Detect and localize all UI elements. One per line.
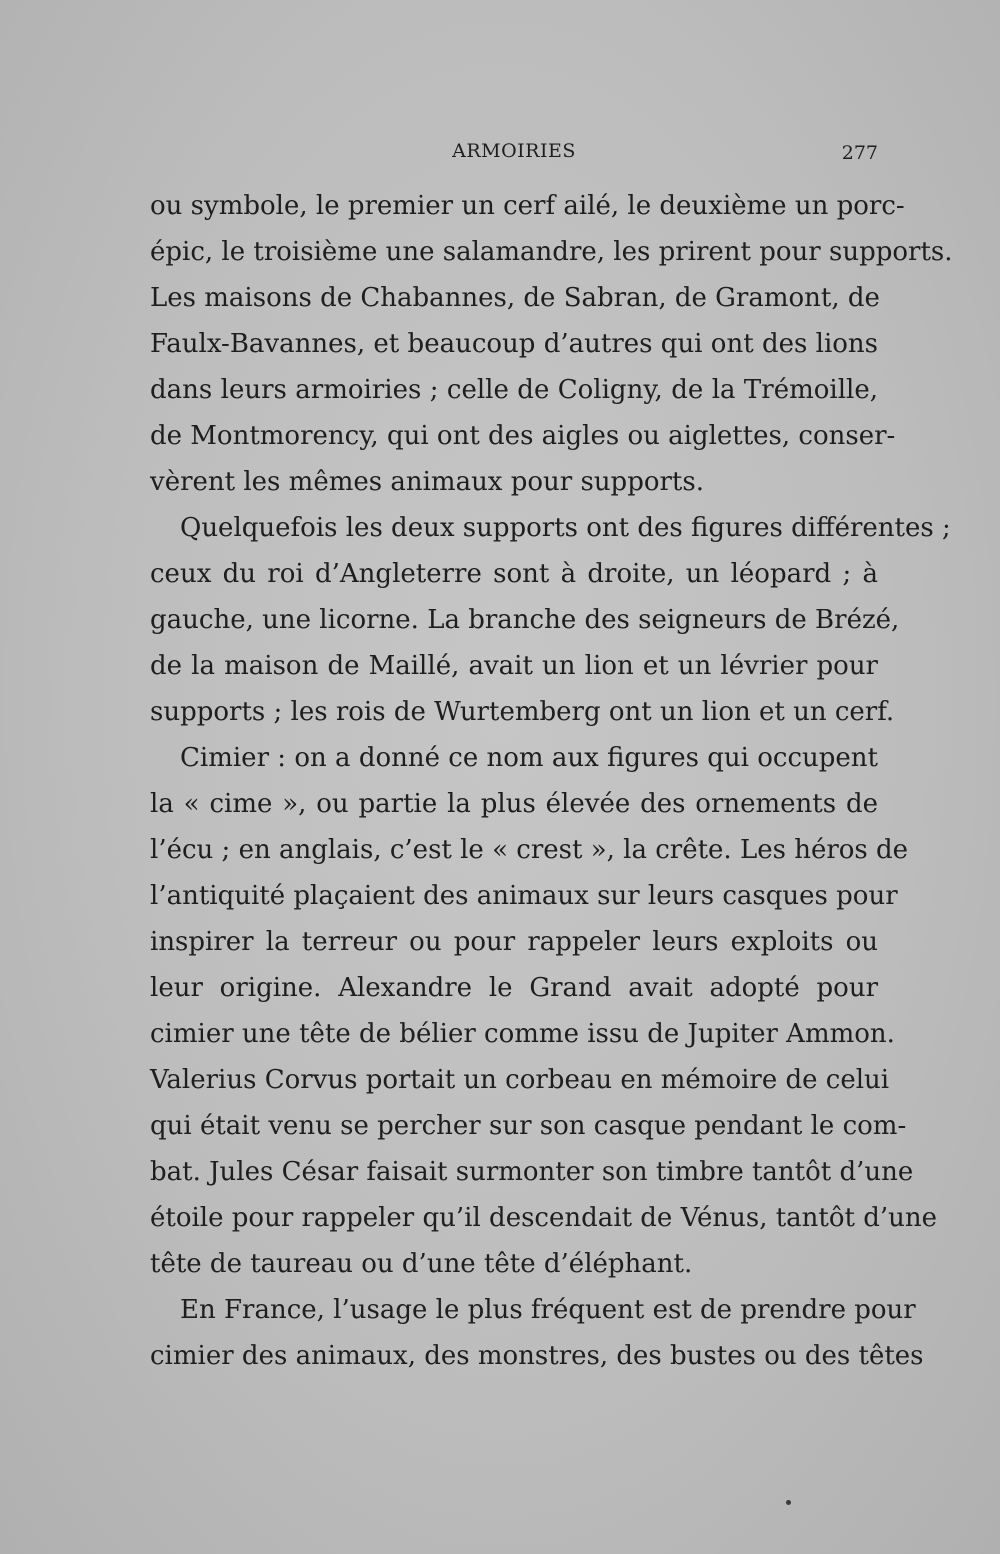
page-number: 277	[841, 142, 878, 164]
text-line: inspirer la terreur ou pour rappeler leurs exploits ou	[150, 927, 878, 957]
page-header-title: ARMOIRIES	[452, 140, 576, 162]
text-line: ceux du roi d’Angleterre sont à droite, un léopard ; à	[150, 559, 878, 589]
running-head	[150, 140, 878, 170]
body-text	[150, 183, 953, 1379]
text-line: épic, le troisième une salamandre, les prirent pour supports.	[150, 237, 953, 267]
ink-speck	[786, 1500, 791, 1505]
text-line: supports ; les rois de Wurtemberg ont un lion et un cerf.	[150, 697, 895, 727]
text-line: l’antiquité plaçaient des animaux sur leurs casques pour	[150, 881, 898, 911]
text-line: ou symbole, le premier un cerf ailé, le deuxième un porc-	[150, 191, 905, 221]
text-line: cimier une tête de bélier comme issu de Jupiter Ammon.	[150, 1019, 895, 1049]
text-line: Valerius Corvus portait un corbeau en mémoire de celui	[150, 1065, 890, 1095]
text-line: Les maisons de Chabannes, de Sabran, de Gramont, de	[150, 283, 880, 313]
text-line: bat. Jules César faisait surmonter son timbre tantôt d’une	[150, 1157, 914, 1187]
text-line: étoile pour rappeler qu’il descendait de Vénus, tantôt d’une	[150, 1203, 938, 1233]
text-line: la « cime », ou partie la plus élevée des ornements de	[150, 789, 878, 819]
text-line: Cimier : on a donné ce nom aux figures qui occupent	[180, 743, 878, 773]
text-line: de la maison de Maillé, avait un lion et un lévrier pour	[150, 651, 878, 681]
text-line: Faulx-Bavannes, et beaucoup d’autres qui ont des lions	[150, 329, 878, 359]
text-line: En France, l’usage le plus fréquent est de prendre pour	[180, 1295, 916, 1325]
text-line: qui était venu se percher sur son casque pendant le com-	[150, 1111, 907, 1141]
text-line: vèrent les mêmes animaux pour supports.	[150, 467, 704, 497]
text-line: leur origine. Alexandre le Grand avait adopté pour	[150, 973, 878, 1003]
text-line: l’écu ; en anglais, c’est le « crest », la crête. Les héros de	[150, 835, 909, 865]
text-line: tête de taureau ou d’une tête d’éléphant.	[150, 1249, 693, 1279]
text-line: de Montmorency, qui ont des aigles ou aiglettes, conser-	[150, 421, 896, 451]
text-line: Quelquefois les deux supports ont des figures différentes ;	[180, 513, 951, 543]
text-line: gauche, une licorne. La branche des seigneurs de Brézé,	[150, 605, 900, 635]
text-line: cimier des animaux, des monstres, des bustes ou des têtes	[150, 1341, 924, 1371]
text-line: dans leurs armoiries ; celle de Coligny, de la Trémoille,	[150, 375, 878, 405]
